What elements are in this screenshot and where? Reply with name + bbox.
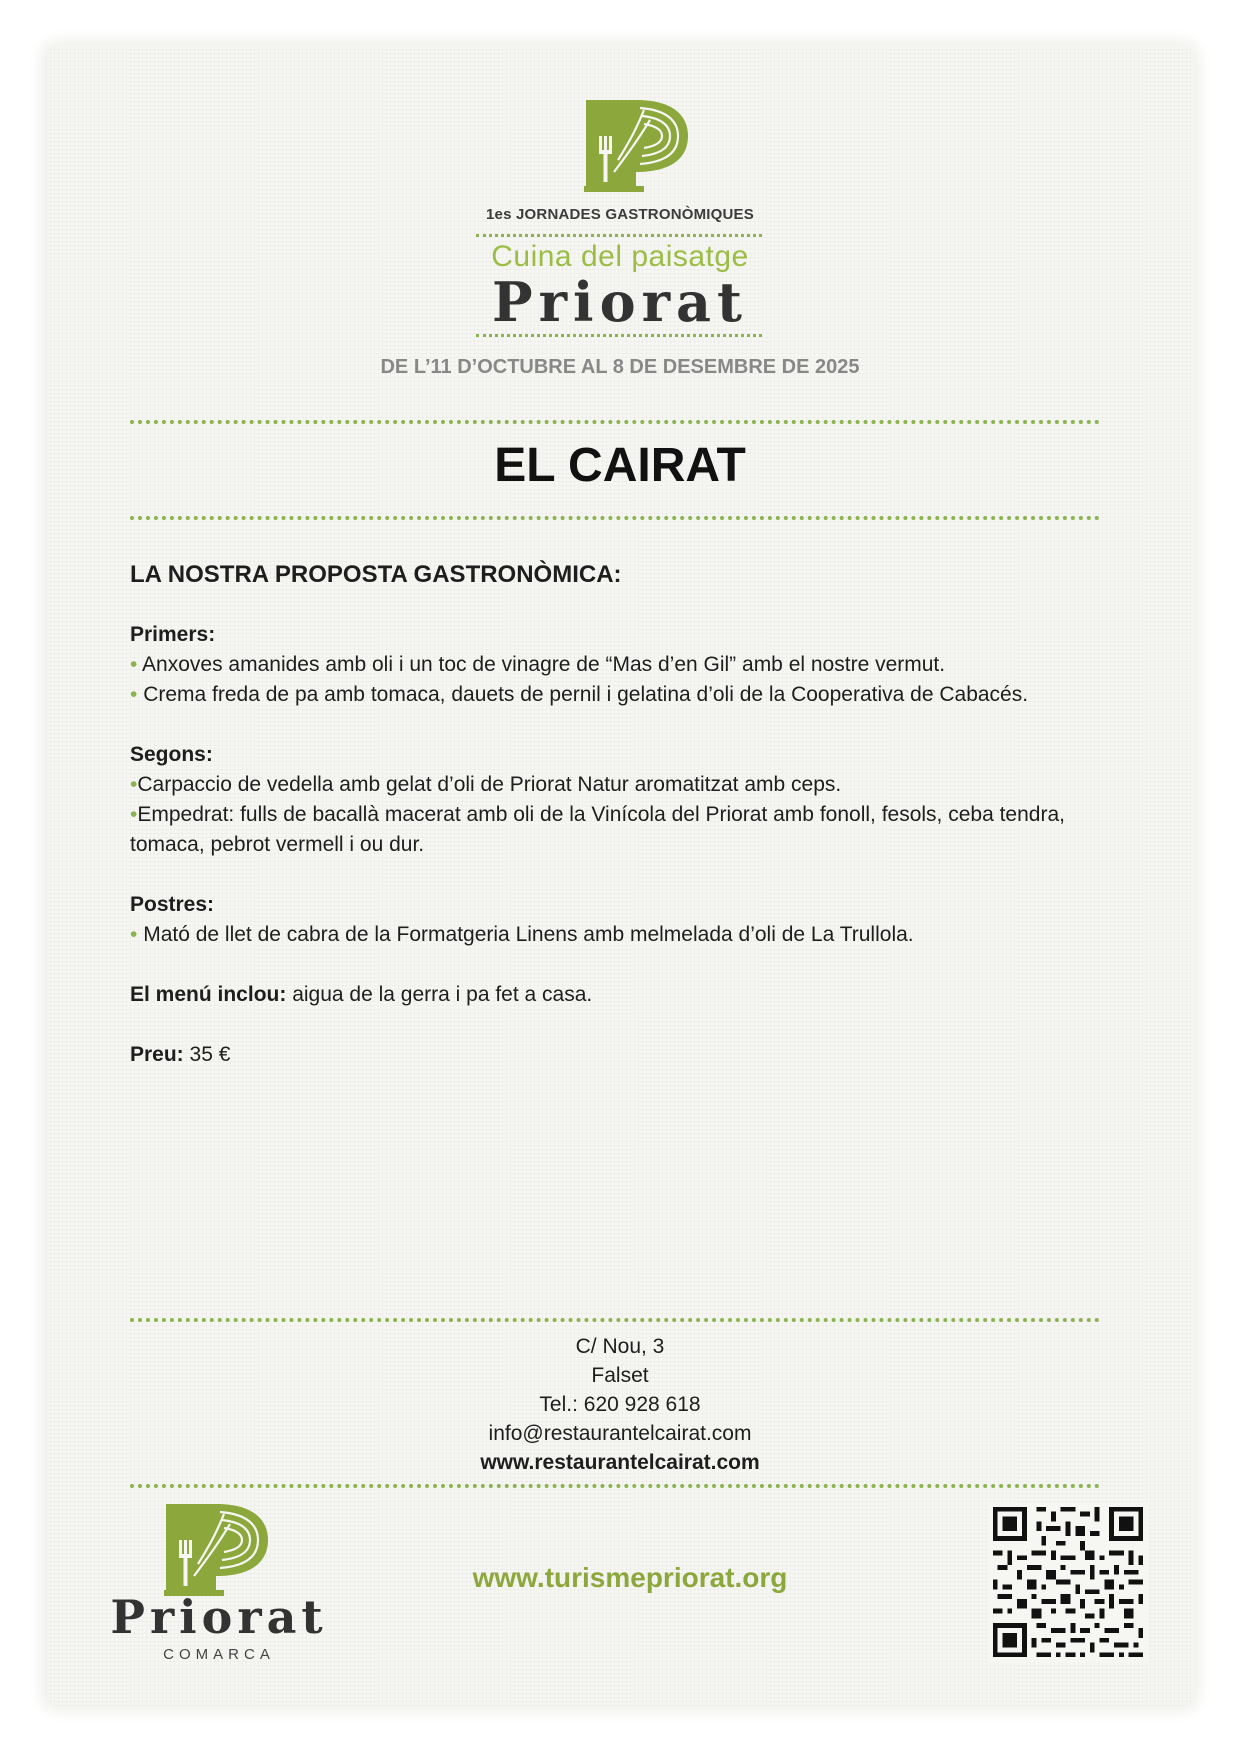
menu-price-label: Preu: [130,1043,184,1066]
event-supertitle: 1es JORNADES GASTRONÒMIQUES [486,206,754,223]
divider-dotted [130,516,1100,520]
contact-street: C/ Nou, 3 [575,1335,665,1358]
tourism-website-link[interactable]: www.turismepriorat.org [472,1562,788,1593]
priorat-p-logo-icon [164,1504,268,1596]
menu-includes [130,980,1110,1010]
dish-text: Mató de llet de cabra de la Formatgeria Linens amb melmelada d’oli de La Trullola. [143,923,914,946]
event-subtitle: Cuina del paisatge [491,240,749,273]
divider-dotted [130,1484,1100,1488]
bullet-icon: • [130,683,138,706]
menu-content [130,560,1110,1070]
section-title-postres: Postres: [130,893,215,916]
priorat-p-logo-icon [584,100,688,192]
event-dates: DE L’11 D’OCTUBRE AL 8 DE DESEMBRE DE 2025 [380,356,860,378]
dish-text: Anxoves amanides amb oli i un toc de vinagre de “Mas d’en Gil” amb el nostre vermut. [142,653,946,676]
dish-text: Empedrat: fulls de bacallà macerat amb oli de la Vinícola del Priorat amb fonoll, fesols, ceba tendra, tomaca, pebrot vermell i ou dur. [130,803,1065,856]
section-title-segons: Segons: [130,743,213,766]
list-item [130,920,1110,950]
section-title-primers: Primers: [130,623,216,646]
dish-text: Crema freda de pa amb tomaca, dauets de pernil i gelatina d’oli de la Cooperativa de Cabacés. [143,683,1029,706]
list-item [130,800,1110,860]
contact-website[interactable]: www.restaurantelcairat.com [480,1451,760,1474]
bullet-icon: • [130,653,138,676]
footer-brand-sub: COMARCA [163,1646,275,1663]
menu-price [130,1040,1110,1070]
menu-price-value: 35 € [189,1043,231,1066]
contact-town: Falset [591,1364,649,1387]
qr-code-icon [988,1502,1148,1662]
divider-dotted [130,1318,1100,1322]
list-item [130,650,1110,680]
bullet-icon: • [130,923,138,946]
contact-block [0,1332,1240,1477]
event-brand-title: Priorat [492,270,748,334]
divider-dotted [476,234,762,237]
divider-dotted [130,420,1100,424]
bullet-icon: • [130,803,138,826]
restaurant-name: EL CAIRAT [494,439,746,492]
menu-includes-value: aigua de la gerra i pa fet a casa. [292,983,593,1006]
list-item [130,680,1110,710]
contact-email[interactable]: info@restaurantelcairat.com [488,1422,752,1445]
contact-phone[interactable]: Tel.: 620 928 618 [539,1393,701,1416]
menu-includes-label: El menú inclou: [130,983,287,1006]
menu-heading: LA NOSTRA PROPOSTA GASTRONÒMICA: [130,561,622,588]
dish-text: Carpaccio de vedella amb gelat d’oli de Priorat Natur aromatitzat amb ceps. [137,773,842,796]
footer-brand: Priorat [110,1590,328,1644]
divider-dotted [476,334,762,337]
list-item [130,770,1110,800]
bullet-icon: • [130,773,138,796]
